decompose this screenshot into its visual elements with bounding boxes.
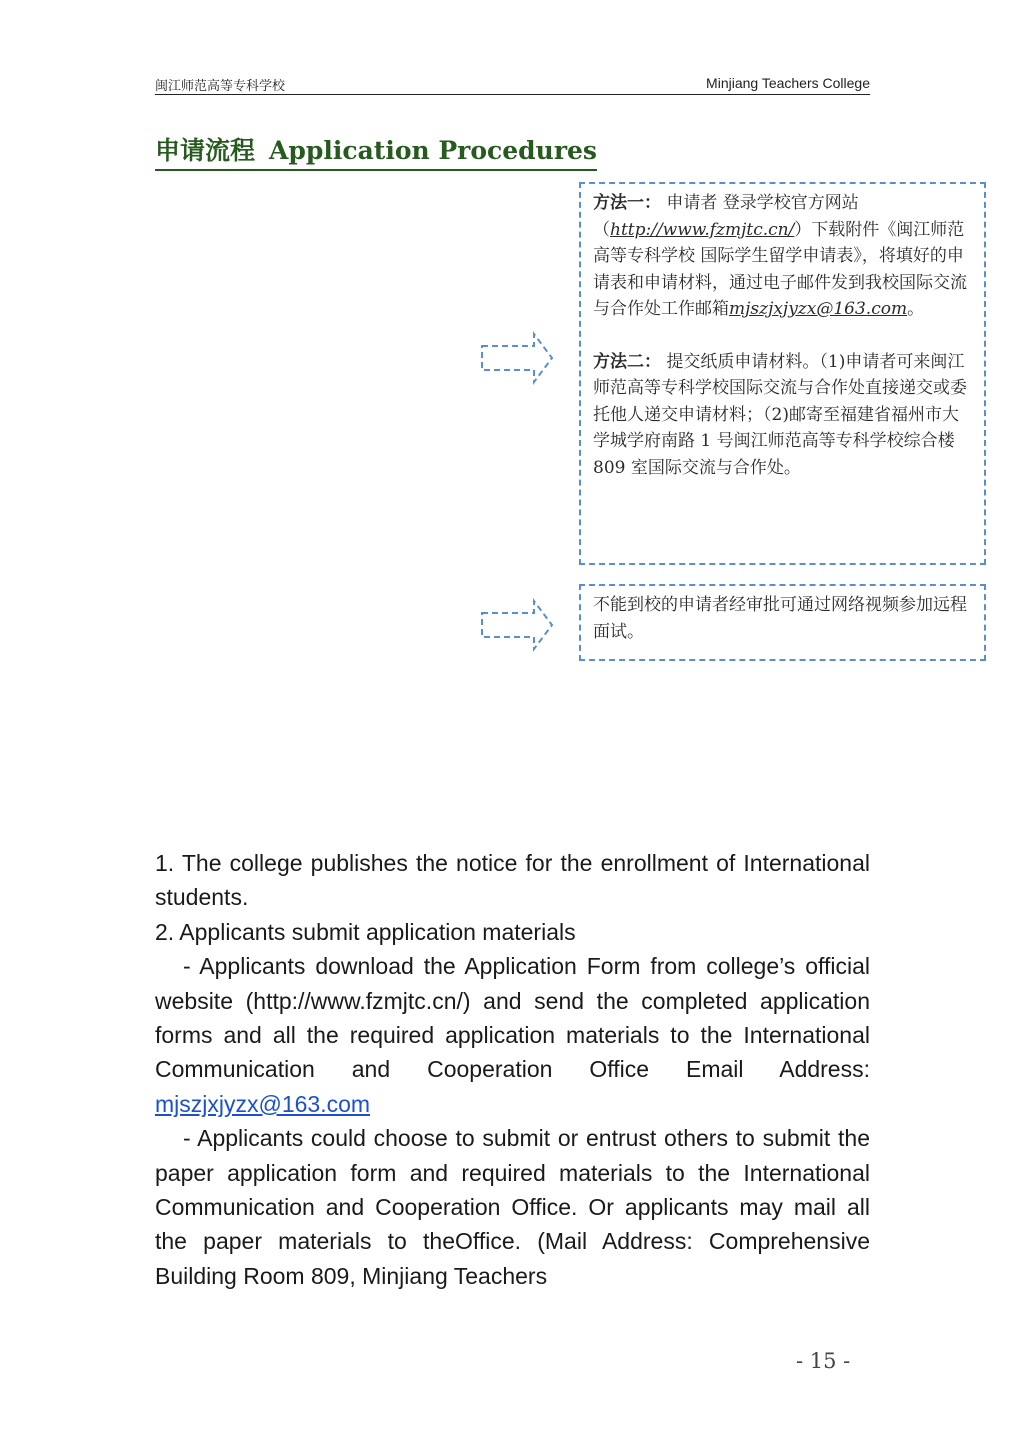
email-link[interactable]: mjszjxjyzx@163.com <box>155 1090 371 1117</box>
section-title-cn: 申请流程 <box>155 136 256 165</box>
procedure-step-2: 2. Applicants submit application materials <box>155 918 576 945</box>
method1-url-link[interactable]: http://www.fzmjtc.cn/ <box>610 219 795 240</box>
page-header <box>155 72 870 95</box>
section-title <box>155 134 597 171</box>
procedure-online-text: - Applicants download the Application Form from college’s official website (http://www.fzmjtc.cn/) and send the completed application forms and all the required application materials to the International Communication and Cooperation Office Email Address: <box>155 953 870 1083</box>
procedure-online-submission <box>155 949 870 1121</box>
section-title-en: Application Procedures <box>269 136 597 165</box>
method1-part3: 。 <box>907 299 925 319</box>
procedure-step-1: 1. The college publishes the notice for the enrollment of International students. <box>155 850 870 911</box>
dashed-arrow-right-icon <box>478 597 556 653</box>
page-number: - 15 - <box>796 1349 851 1373</box>
remote-note: 不能到校的申请者经审批可通过网络视频参加远程面试。 <box>593 595 967 642</box>
header-college-cn: 闽江师范高等专科学校 <box>155 78 286 93</box>
dashed-arrow-right-icon <box>478 330 556 386</box>
method1-part2: ）下载附件《闽江师范高等专科学校 国际学生留学申请表》，将填好的申请表和申请材料，通过电子邮件发到我校国际交流与合作处工作邮箱 <box>593 219 967 319</box>
header-college-en: Minjiang Teachers College <box>706 75 870 91</box>
english-procedures <box>155 846 870 1293</box>
method1-email-link[interactable]: mjszjxjyzx@163.com <box>729 299 908 319</box>
method1-text <box>593 190 972 323</box>
remote-interview-box <box>579 584 986 661</box>
procedure-paper-submission: - Applicants could choose to submit or entrust others to submit the paper application form and required materials to the International Communication and Cooperation Office. Or applicants may mail all the paper materials to theOffice. (Mail Address: Comprehensive Building Room 809, Minjiang Teachers <box>155 1125 870 1289</box>
method2-text <box>593 349 972 482</box>
method1-part1: 申请者 登录学校官方网站（ <box>593 193 859 240</box>
method2-lead: 方法二： <box>593 351 661 372</box>
method1-lead: 方法一： <box>593 193 661 213</box>
method-box <box>579 182 986 565</box>
method2-body: 提交纸质申请材料。（1)申请者可来闽江师范高等专科学校国际交流与合作处直接递交或委托他人递交申请材料；（2)邮寄至福建省福州市大学城学府南路 1 号闽江师范高等专科学校综合楼 809 室国际交流与合作处。 <box>593 351 967 478</box>
